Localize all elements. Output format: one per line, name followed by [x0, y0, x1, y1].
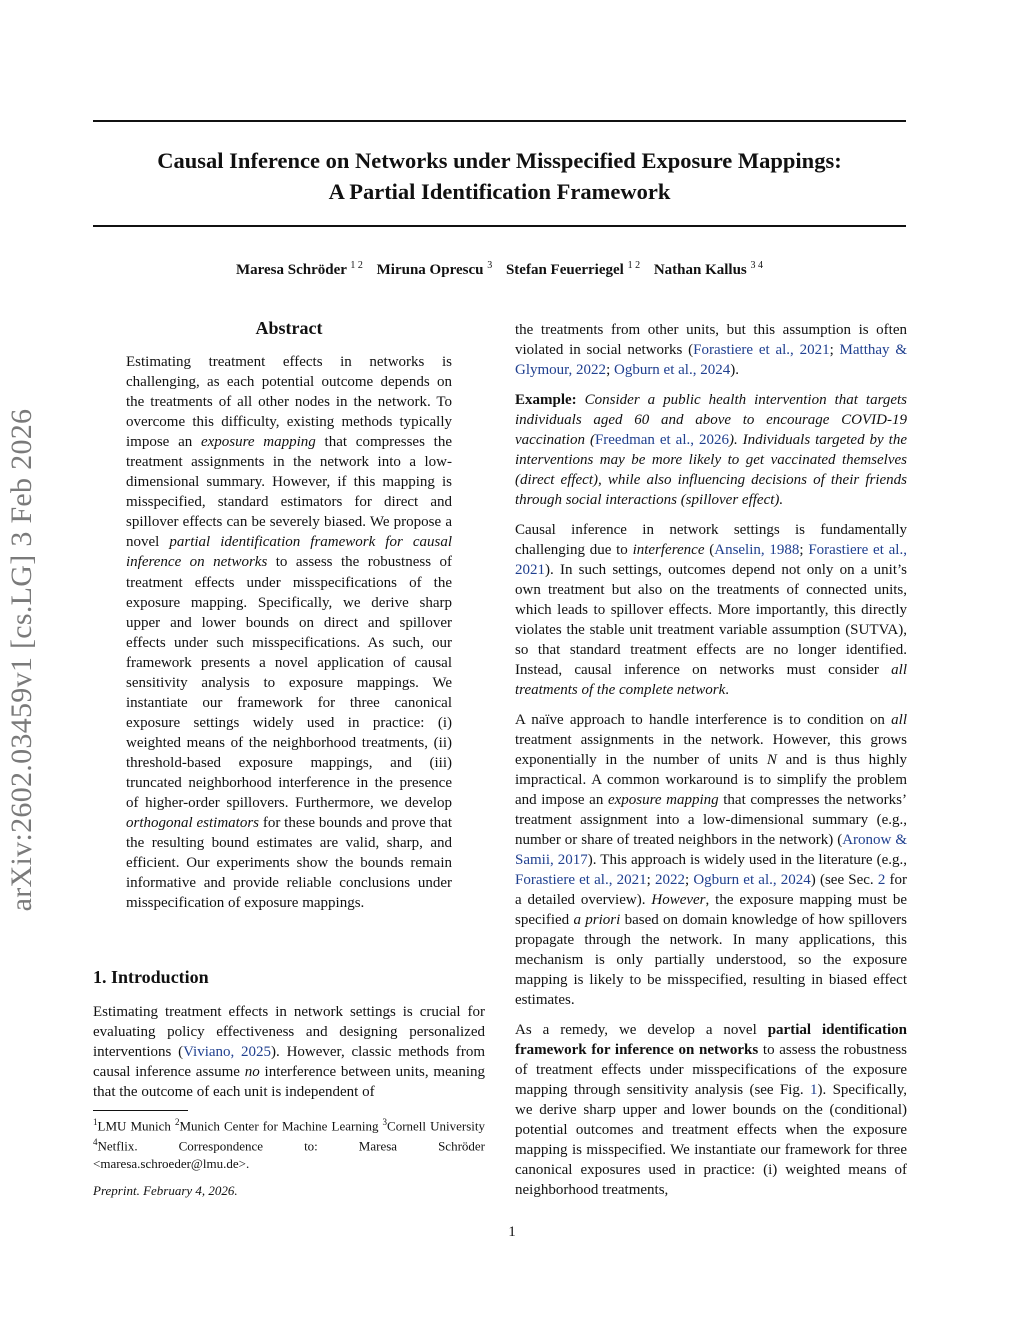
author: Miruna Oprescu $^3$: [376, 260, 493, 278]
citation-link[interactable]: Freedman et al., 2026: [594, 432, 729, 448]
example-paragraph: Example: Consider a public health intervention that targets individuals aged 60 and above to encourage COVID-19 vaccination (Freedman et al., 2026). Individuals targeted by the interventions may be more likely to get vaccinated themselves (direct effect), while also influencing decisions of their friends through social interactions (spillover effect).: [515, 392, 908, 508]
right-column: [515, 320, 907, 1210]
footnote-rule: [93, 1110, 188, 1111]
introduction-text: Estimating treatment effects in network settings is crucial for evaluating policy effectiveness and designing personalized interventions (Viviano, 2025). However, classic methods from causal inference assume no interference between units, meaning that the outcome of each unit is independent of: [93, 1004, 485, 1100]
author: Nathan Kallus $^{3 4}$: [653, 260, 764, 278]
citation-link[interactable]: Anselin, 1988: [714, 542, 800, 558]
citation-link[interactable]: 2022: [654, 872, 685, 888]
paragraph: A naïve approach to handle interference is to condition on all treatment assignments in the network. However, this grows exponentially in the number of units N and is thus highly impractical. A common workaround is to simplify the problem and impose an exposure mapping that compresses the networks’ treatment assignment into a low-dimensional summary (e.g., number or share of treated neighbors in the network) (Aronow & Samii, 2017). This approach is widely used in the literature (e.g., Forastiere et al., 2021; 2022; Ogburn et al., 2024) (see Sec. 2 for a detailed overview). However, the exposure mapping must be specified a priori based on domain knowledge of how spillovers propagate through the network. In many applications, this mechanism is only partially understood, so the exposure mapping is likely to be misspecified, resulting in biased effect estimates.: [515, 712, 908, 1008]
citation-link[interactable]: Forastiere et al., 2021: [693, 342, 830, 358]
citation-link[interactable]: Aronow & Samii, 2017: [515, 832, 908, 868]
citation-link[interactable]: Viviano, 2025: [183, 1044, 272, 1060]
citation-link[interactable]: Ogburn et al., 2024: [693, 872, 811, 888]
abstract-text: Estimating treatment effects in networks is challenging, as each potential outcome depends on the treatments of all other nodes in the network. To overcome this difficulty, existing methods typically impose an exposure mapping that compresses the treatment assignments in the network into a low-dimensional summary. However, if this mapping is misspecified, standard estimators for direct and spillover effects can be severely biased. We propose a novel partial identification framework for causal inference on networks to assess the robustness of treatment effects under misspecifications of the exposure mapping. Specifically, we derive sharp upper and lower bounds on direct and spillover effects under such misspecifications. As such, our framework presents a novel application of causal sensitivity analysis to exposure mappings. We instantiate our framework for three canonical exposure settings widely used in practice: (i) weighted means of the neighborhood treatments, (ii) threshold-based exposure mappings, and (iii) truncated neighborhood interference in the presence of higher-order spillovers. Furthermore, we develop orthogonal estimators for these bounds and prove that the resulting bound estimates are valid, sharp, and efficient. Our experiments show the bounds remain informative and provide reliable conclusions under misspecification of exposure mappings.: [126, 354, 453, 912]
paragraph: Causal inference in network settings is fundamentally challenging due to interference (Anselin, 1988; Forastiere et al., 2021). In such settings, outcomes depend not only on a unit’s own treatment but also on the treatments of connected units, which leads to spillover effects. More importantly, this directly violates the stable unit treatment variable assumption (SUTVA), so that standard treatment effects are no longer identified. Instead, causal inference on networks must consider all treatments of the complete network.: [515, 522, 907, 698]
abstract-heading: Abstract: [255, 318, 323, 338]
author: Maresa Schröder $^{1 2}$: [235, 260, 363, 278]
title-top-rule: [93, 120, 906, 122]
paper-title-line1: Causal Inference on Networks under Misspecified Exposure Mappings:: [157, 148, 842, 173]
paper-title-line2: A Partial Identification Framework: [328, 179, 671, 204]
arxiv-id: arXiv:2602.03459v1 [cs.LG] 3 Feb 2026: [5, 408, 38, 912]
preprint-note: Preprint. February 4, 2026.: [93, 1183, 238, 1198]
title-bottom-rule: [93, 225, 906, 227]
affiliation-footnote: $^1$LMU Munich $^2$Munich Center for Machine Learning $^3$Cornell University $^4$Netflix. Correspondence to: Maresa Schröder <maresa.schroeder@lmu.de>.: [93, 1117, 485, 1171]
author-list: [93, 260, 906, 279]
figure-link[interactable]: 1: [810, 1082, 818, 1098]
citation-link[interactable]: Forastiere et al., 2021: [515, 542, 907, 578]
author: Stefan Feuerriegel $^{1 2}$: [505, 260, 641, 278]
citation-link[interactable]: Ogburn et al., 2024: [613, 362, 731, 378]
paragraph: the treatments from other units, but this assumption is often violated in social networks (Forastiere et al., 2021; Matthay & Glymour, 2022; Ogburn et al., 2024).: [515, 322, 907, 378]
paragraph: As a remedy, we develop a novel partial identification framework for inference on networks to assess the robustness of treatment effects under misspecifications of the exposure mapping through sensitivity analysis (see Fig. 1). Specifically, we derive sharp upper and lower bounds on the (conditional) potential outcomes and treatment effects when the exposure mapping is misspecified. We instantiate our framework for three canonical exposures used in practice: (i) weighted means of neighborhood treatments,: [515, 1022, 907, 1198]
citation-link[interactable]: Forastiere et al., 2021: [515, 872, 647, 888]
citation-link[interactable]: Matthay & Glymour, 2022: [515, 342, 907, 378]
page-number: 1: [508, 1224, 516, 1240]
introduction-heading: 1. Introduction: [93, 967, 209, 987]
section-link[interactable]: 2: [877, 872, 886, 888]
